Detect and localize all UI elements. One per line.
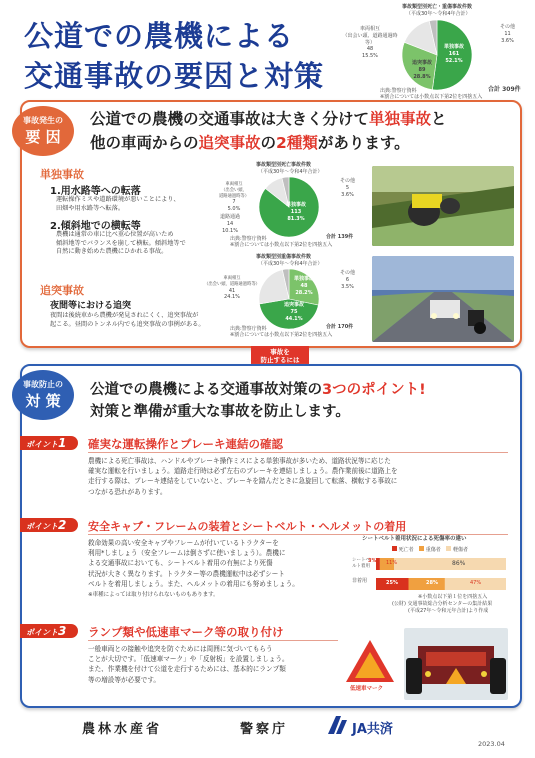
legend-swatch-death [392,546,397,551]
arrow-text [245,348,315,365]
top-label-mutual [340,26,400,60]
legend-serious: 重傷者 [425,547,441,553]
prev-h-a: 公道での農機による交通事故対策の [90,382,322,398]
prev-h-b: 3つのポイント! [322,382,426,398]
top-label-other-pct: 3.6% [501,37,514,44]
rear-desc-1: 夜間は後続車から農機が発見されにくく、追突事故が [50,312,199,319]
belt-row1-val2: 11% [386,560,398,566]
death-label-mutual-count: 7 [232,199,236,206]
top-chart-source: 出典:警察庁資料 [380,88,417,94]
cause-h-f: の [260,134,277,152]
item2-desc-1: 農機は通常の車に比べ重心位置が高いため [56,231,174,238]
legend-swatch-serious [419,546,424,551]
belt-row2-label: 非着用 [352,578,368,584]
cause-h-b: 単独事故 [369,110,432,128]
injury-label-other-count: 6 [345,276,350,283]
top-chart-period: （平成30年〜令和4年合計） [406,11,471,17]
top-label-single [444,44,464,64]
top-label-mutual-name: 車両相互 （出会い頭、道路通過時等） [342,26,398,46]
point3-body-1: 一般車両との接触や追突を防ぐためには周囲に気づいてもらう [88,645,273,653]
point2-body-3: よる交通事故においても、シートベルト着用の有無により死傷 [88,559,273,568]
bar-シートベルト着用-軽傷者 [394,558,506,570]
injury-label-mutual-count: 41 [228,287,236,294]
injury-label-single-pct: 28.2% [295,289,313,296]
injury-label-rear-count: 75 [290,308,298,315]
death-chart-title: 事故類型別死亡事故件数 [256,162,312,168]
point3-tab [20,624,78,638]
legend-death: 死亡者 [398,547,414,553]
rear-accident-title: 追突事故 [40,284,84,297]
point3-body-2: ことが大切です。「低速車マーク」や「反射板」を設置しましょう。 [88,655,289,664]
item1-desc [56,196,180,213]
injury-chart-source: 出典:警察庁資料 [230,326,267,332]
prevention-headline-1 [90,380,426,402]
point1-number: 1 [58,436,67,450]
prevention-headline-2: 対策と準備が重大な事故を防止します。 [90,404,350,420]
injury-chart [204,254,366,340]
death-label-single-name: 単独事故 [286,202,307,208]
item2-desc-2: 傾斜地等でバランスを崩して横転。傾斜地等で [56,239,186,247]
death-chart-source: 出典:警察庁資料 [230,236,267,242]
rear-desc [50,312,205,329]
point3-word: ポイント [26,628,58,637]
ja-kyosai-logo-icon [328,716,348,734]
death-label-single-pct: 81.3% [287,215,305,222]
prevention-badge-line1: 事故防止の [23,380,63,389]
belt-row1-val1: 3% [368,558,377,564]
death-label-mutual-name: 車両相互 （出会い頭、 道路通過時等） [218,182,250,199]
top-label-rear [412,60,432,80]
page-title-line2: 交通事故の要因と対策 [24,59,325,93]
cause-h-a: 公道での農機の交通事故は大きく分けて [90,110,370,128]
injury-label-other [340,270,355,290]
top-label-rear-name: 追突事故 [412,60,433,66]
top-label-mutual-pct: 15.5% [362,53,378,59]
rear-desc-2: 起こる。昼間のトンネル内でも追突事故の事例がある。 [50,320,205,328]
footer-ja: JA共済 [352,722,393,737]
prevention-badge-line2: 対 策 [25,392,61,410]
injury-label-mutual-pct: 24.1% [224,294,240,301]
injury-chart-period: （平成30年〜令和4年合計） [258,261,323,267]
point1-rule [88,452,508,453]
cause-badge-line2: 要 因 [25,128,61,146]
prevention-badge [12,370,74,420]
top-label-mutual-count: 48 [366,46,374,53]
point2-body [88,538,299,600]
bar-シートベルト着用-死亡者 [376,558,380,570]
point3-number: 3 [58,624,67,638]
belt-note3: (平成27年〜令和元年合計)より作成 [408,608,489,614]
belt-row2-val1: 25% [386,580,398,586]
slow-vehicle-mark-label: 低速車マーク [350,686,384,692]
footer-npa: 警察庁 [240,722,289,737]
tractor-rear-photo [404,628,508,700]
point2-title: 安全キャブ・フレームの装着とシートベルト・ヘルメットの着用 [88,520,407,533]
seatbelt-chart [352,536,512,618]
cause-headline-2 [90,132,410,155]
injury-label-other-pct: 3.5% [341,283,354,290]
point3-rule [88,640,338,641]
injury-label-other-name: その他 [340,270,356,276]
legend-minor: 軽傷者 [453,547,469,553]
cause-badge [12,106,74,156]
point2-body-2: 利用*しましょう（安全フレームは倒さずに使いましょう）。農機に [88,549,286,558]
point3-body-3: また、作業機を付けて公道を走行するためには、基本的にランプ類 [88,665,286,674]
death-chart-note: ※割合については小数点以下第2位を四捨五入 [230,242,333,248]
item1-desc-1: 運転操作ミスや道路環境が悪いことにより、 [56,196,180,203]
injury-chart-note: ※割合については小数点以下第2位を四捨五入 [230,332,333,338]
point2-body-4: 状況が大きく異なります。トラクター等の農機運転中は必ずシート [88,569,285,578]
injury-label-rear [284,302,304,322]
point3-body-4: 等の増設等が必要です。 [88,675,161,684]
death-label-single-count: 113 [290,208,302,215]
footer-date: 2023.04 [478,740,505,748]
top-chart-total: 合計 309件 [488,86,521,93]
death-label-mutual-pct: 5.0% [227,206,241,213]
top-label-other-count: 11 [504,30,511,37]
death-label-road [220,214,240,234]
top-label-other [500,24,515,44]
arrow-text-2: 防止するには [260,356,300,365]
item1-title: 1.用水路等への転落 [50,186,141,197]
death-label-road-name: 道路通過 [220,214,241,220]
cause-h-h: があります。 [317,134,410,152]
death-label-road-count: 14 [226,220,234,227]
death-chart [214,162,366,248]
point1-tab [20,436,78,450]
rear-collision-photo [372,256,514,342]
cause-h-c: と [431,110,447,128]
top-label-single-name: 単独事故 [444,44,465,50]
death-label-other [340,178,355,198]
belt-row2-val2: 28% [426,580,438,586]
legend-swatch-minor [446,546,451,551]
injury-chart-title: 事故類型別重傷事故件数 [256,254,312,260]
injury-label-single [294,276,314,296]
point3-body [88,644,289,685]
rear-sub: 夜間等における追突 [50,301,132,311]
death-chart-period: （平成30年〜令和4年合計） [258,169,323,175]
item2-desc [56,231,186,257]
death-label-single [286,202,306,222]
point3-title: ランプ類や低速車マーク等の取り付け [88,625,284,639]
injury-label-mutual [204,276,260,301]
belt-row1-val3: 86% [452,560,466,567]
single-accident-title: 単独事故 [40,168,84,181]
point1-body-1: 農機による死亡事故は、ハンドルやブレーキ操作ミスによる単独事故が多いため、道路状況等に応じた [88,457,391,465]
arrow-text-1: 事故を [270,348,290,356]
injury-label-single-name: 単独事故 [294,276,315,282]
point1-word: ポイント [26,440,58,449]
death-label-road-pct: 10.1% [222,227,238,234]
item1-desc-2: 田畑や用水路等へ転落。 [56,204,125,212]
point2-word: ポイント [26,522,58,531]
tractor-ditch-photo [372,166,514,246]
item2-title: 2.傾斜地での横転等 [50,221,141,232]
death-label-mutual [214,182,254,213]
cause-h-g: 2種類 [276,134,318,152]
cause-h-e: 追突事故 [198,134,261,152]
top-chart-note: ※割合については小数点以下第2位を四捨五入 [380,94,483,100]
injury-label-rear-pct: 44.1% [285,315,303,322]
point2-note: ※車種によっては取り付けられないものもあります。 [88,592,219,599]
slow-vehicle-mark-icon [344,638,396,684]
cause-badge-line1: 事故発生の [23,116,63,125]
injury-label-single-count: 48 [300,282,308,289]
seatbelt-chart-title: シートベルト着用状況による死傷率の違い [362,536,467,542]
point1-body [88,456,398,497]
death-label-other-pct: 3.6% [341,191,354,198]
top-label-rear-count: 89 [418,66,426,73]
cause-h-d: 他の車両からの [90,134,199,152]
top-chart-title: 事故類型別死亡・重傷事故件数 [402,4,473,10]
belt-note2: (公財) 交通事故総合分析センターの集計結果 [392,601,493,607]
item2-desc-3: 自然に動き始めた農機にひかれる事故。 [56,248,168,256]
death-chart-total: 合計 139件 [326,234,354,240]
injury-chart-total: 合計 170件 [326,324,354,330]
injury-label-rear-name: 追突事故 [284,302,305,308]
point2-number: 2 [58,518,67,532]
point2-body-5: ベルトを着用しましょう。また、ヘルメットの着用にも努めましょう。 [88,579,299,588]
top-label-single-pct: 52.1% [445,57,463,64]
page-title-line1: 公道での農機による [24,19,295,53]
belt-note1: ※小数点以下第１位を四捨五入 [418,594,488,600]
belt-row1-label: シートベルト着用 [352,558,370,570]
cause-headline-1 [90,108,447,131]
point2-rule [88,534,508,535]
top-label-single-count: 161 [448,50,460,57]
point1-body-4: つながる恐れがあります。 [88,487,167,496]
belt-row2-val3: 47% [470,580,482,586]
top-label-other-name: その他 [500,24,516,30]
footer-maff: 農林水産省 [82,722,163,737]
top-label-rear-pct: 28.8% [413,73,431,80]
injury-label-mutual-name: 車両相互 （出会い頭、道路通過時等） [204,276,260,287]
point1-body-2: 確実な運転を行いましょう。道路走行時は必ず左右のブレーキを連結しましょう。農作業前後に道路上を [88,467,398,476]
point2-body-1: 救命効果の高い安全キャブやフレームが付いているトラクターを [88,539,279,547]
top-chart [340,2,532,100]
point2-tab [20,518,78,532]
seatbelt-legend [392,546,468,554]
point1-body-3: 走行する際は、ブレーキ連結をしていないと、ブレーキを踏んだときに急旋回して転落、横転する事故に [88,477,398,486]
point1-title: 確実な運転操作とブレーキ連結の確認 [88,437,284,451]
death-label-other-count: 5 [345,184,350,191]
death-label-other-name: その他 [340,178,356,184]
